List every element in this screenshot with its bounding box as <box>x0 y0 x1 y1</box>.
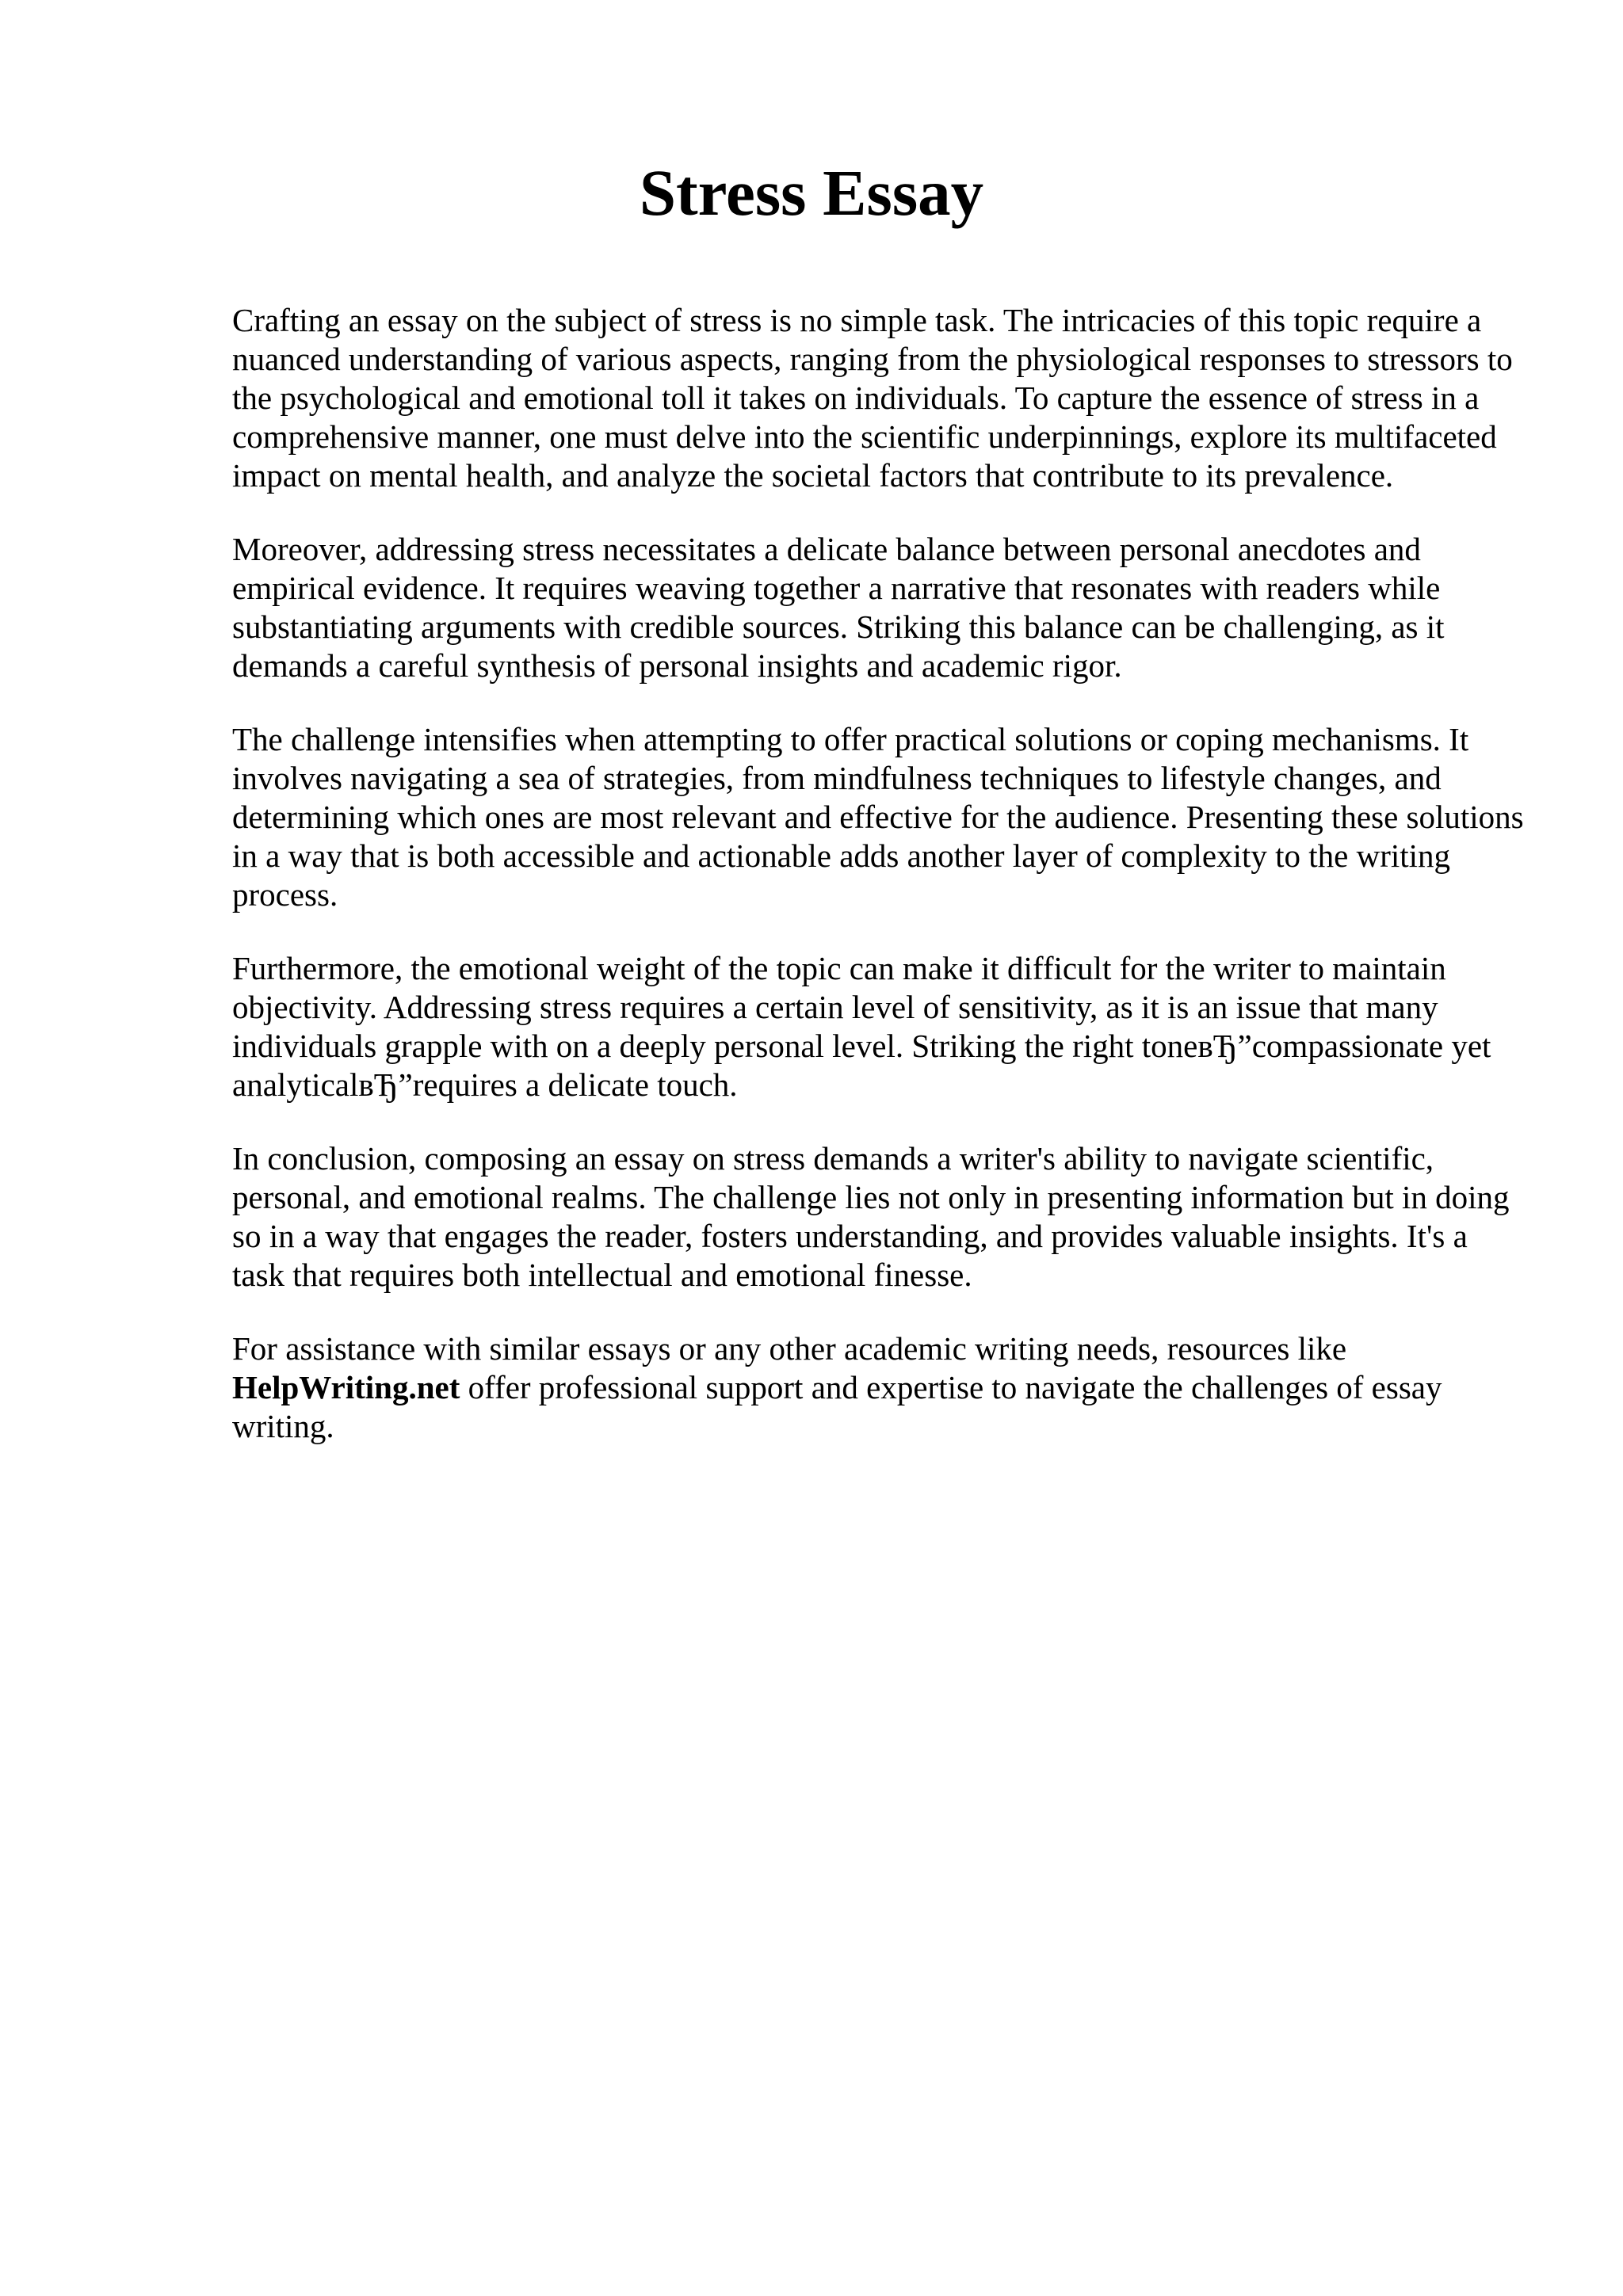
paragraph-3: The challenge intensifies when attempting to offer practical solutions or coping mechanisms. It involves navigating a sea of strategies, from mindfulness techniques to lifestyle changes, and determining which ones are most relevant and effective for the audience. Presenting these solutions in a way that is both accessible and actionable adds another layer of complexity to the writing process. <box>232 721 1524 913</box>
paragraph-2: Moreover, addressing stress necessitates a delicate balance between personal anecdotes and empirical evidence. It requires weaving together a narrative that resonates with readers while substantiating arguments with credible sources. Striking this balance can be challenging, as it demands a careful synthesis of personal insights and academic rigor. <box>232 531 1445 684</box>
paragraph-4: Furthermore, the emotional weight of the topic can make it difficult for the writer to maintain objectivity. Addressing stress requires a certain level of sensitivity, as it is an issue that many individuals grapple with on a deeply personal level. Striking the right toneвЂ”compassionate yet analyticalвЂ”requires a delicate touch. <box>232 950 1491 1103</box>
closing-text-before: For assistance with similar essays or any other academic writing needs, resources like <box>232 1330 1347 1367</box>
closing-text-after: offer professional support and expertise to navigate the challenges of essay writing. <box>232 1369 1442 1444</box>
paragraph-1: Crafting an essay on the subject of stress is no simple task. The intricacies of this topic require a nuanced understanding of various aspects, ranging from the physiological responses to stressors to the psychological and emotional toll it takes on individuals. To capture the essence of stress in a comprehensive manner, one must delve into the scientific underpinnings, explore its multifaceted impact on mental health, and analyze the societal factors that contribute to its prevalence. <box>232 302 1513 494</box>
brand-name: HelpWriting.net <box>232 1369 460 1405</box>
closing-paragraph <box>232 1329 1524 1446</box>
paragraph-5: In conclusion, composing an essay on stress demands a writer's ability to navigate scientific, personal, and emotional realms. The challenge lies not only in presenting information but in doing so in a way that engages the reader, fosters understanding, and provides valuable insights. It's a task that requires both intellectual and emotional finesse. <box>232 1140 1510 1293</box>
essay-body <box>232 301 1524 1446</box>
page-title: Stress Essay <box>639 156 984 229</box>
